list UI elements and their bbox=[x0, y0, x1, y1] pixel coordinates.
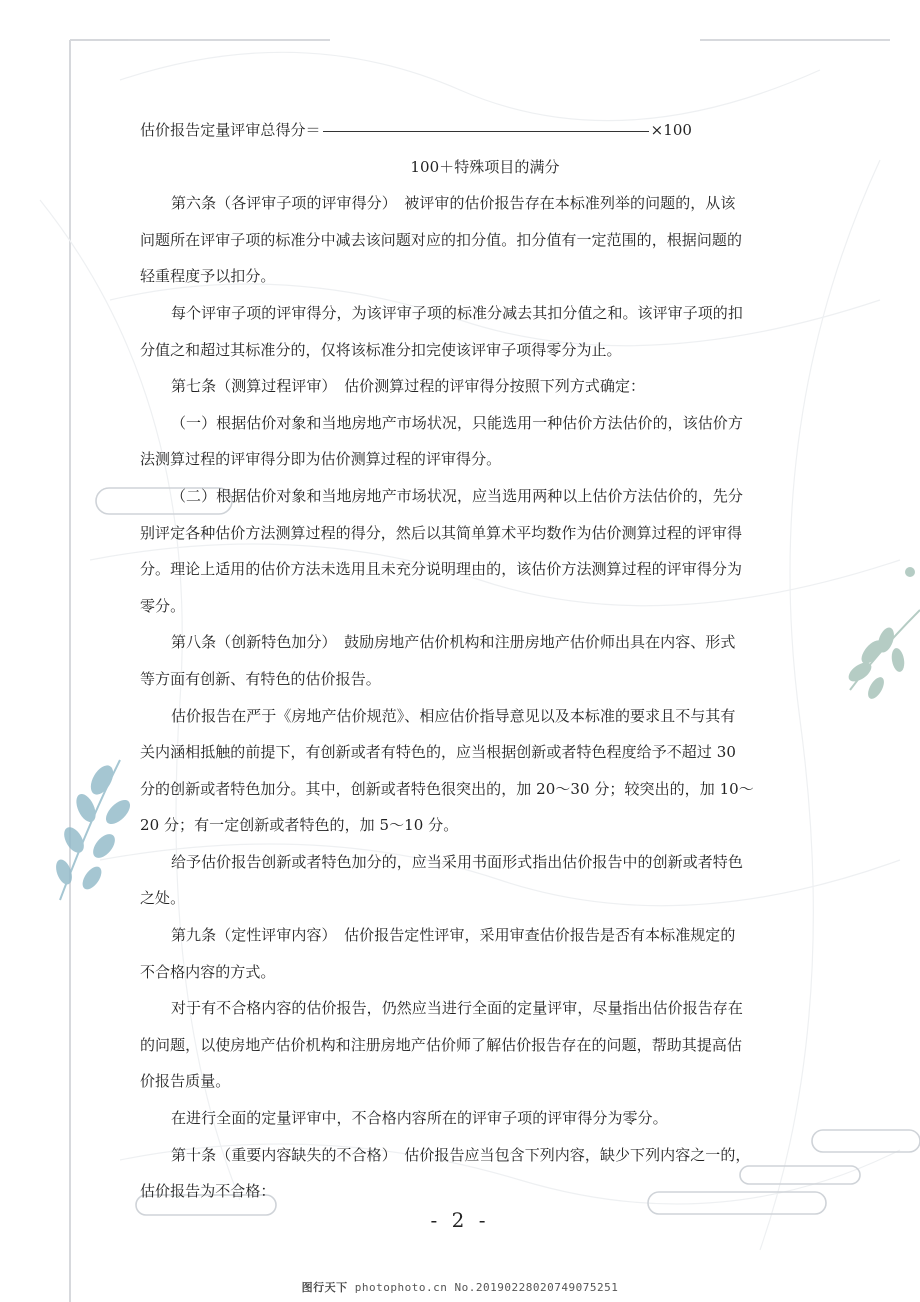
formula-lhs: 估价报告定量评审总得分＝ bbox=[140, 121, 321, 139]
paragraph-line: 每个评审子项的评审得分，为该评审子项的标准分减去其扣分值之和。该评审子项的扣 bbox=[171, 303, 743, 322]
paragraph-line: 第七条（测算过程评审） 估价测算过程的评审得分按照下列方式确定： bbox=[171, 377, 646, 396]
watermark bbox=[0, 1279, 920, 1295]
right-leaf-branch bbox=[845, 567, 920, 701]
page-number: - 2 - bbox=[430, 1208, 490, 1232]
formula-denominator: 100＋特殊项目的满分 bbox=[410, 157, 560, 176]
score-formula bbox=[140, 112, 790, 149]
paragraph-line: 分的创新或者特色加分。其中，创新或者特色很突出的，加 20～30 分；较突出的，加 10～ bbox=[140, 779, 754, 798]
paragraph-line: 第六条（各评审子项的评审得分） 被评审的估价报告存在本标准列举的问题的，从该 bbox=[171, 194, 736, 213]
paragraph-line: 的问题，以使房地产估价机构和注册房地产估价师了解估价报告存在的问题，帮助其提高估 bbox=[140, 1035, 743, 1054]
paragraph-line: 不合格内容的方式。 bbox=[140, 962, 276, 981]
paragraph-line: 给予估价报告创新或者特色加分的，应当采用书面形式指出估价报告中的创新或者特色 bbox=[171, 852, 743, 871]
paragraph-line: 第九条（定性评审内容） 估价报告定性评审，采用审查估价报告是否有本标准规定的 bbox=[171, 926, 736, 945]
paragraph-line: 第十条（重要内容缺失的不合格） 估价报告应当包含下列内容，缺少下列内容之一的， bbox=[171, 1145, 751, 1164]
paragraph-line: 零分。 bbox=[140, 596, 186, 615]
paragraph-line: 轻重程度予以扣分。 bbox=[140, 267, 276, 286]
paragraph-line: 估价报告在严于《房地产估价规范》、相应估价指导意见以及本标准的要求且不与其有 bbox=[171, 706, 736, 725]
paragraph-line: 估价报告为不合格： bbox=[140, 1182, 276, 1201]
paragraph-line: 分。理论上适用的估价方法未选用且未充分说明理由的，该估价方法测算过程的评审得分为 bbox=[140, 560, 743, 579]
fraction-bar bbox=[323, 131, 649, 132]
watermark-site: photophoto.cn bbox=[354, 1281, 448, 1294]
left-leaf-branch bbox=[53, 760, 134, 900]
paragraph-line: 第八条（创新特色加分） 鼓励房地产估价机构和注册房地产估价师出具在内容、形式 bbox=[171, 633, 736, 652]
watermark-brand: 图行天下 bbox=[301, 1281, 348, 1294]
paragraph-line: 问题所在评审子项的标准分中减去该问题对应的扣分值。扣分值有一定范围的，根据问题的 bbox=[140, 230, 743, 249]
paragraph-line: （一）根据估价对象和当地房地产市场状况，只能选用一种估价方法估价的，该估价方 bbox=[171, 413, 743, 432]
paragraph-line: 法测算过程的评审得分即为估价测算过程的评审得分。 bbox=[140, 450, 502, 469]
paragraph-line: 关内涵相抵触的前提下，有创新或者有特色的，应当根据创新或者特色程度给予不超过 30 bbox=[140, 743, 736, 762]
watermark-code: No.20190228020749075251 bbox=[454, 1281, 619, 1294]
paragraph-line: 分值之和超过其标准分的，仅将该标准分扣完使该评审子项得零分为止。 bbox=[140, 340, 622, 359]
paragraph-line: 别评定各种估价方法测算过程的得分，然后以其简单算术平均数作为估价测算过程的评审得 bbox=[140, 523, 743, 542]
paragraph-line: 对于有不合格内容的估价报告，仍然应当进行全面的定量评审，尽量指出估价报告存在 bbox=[171, 999, 743, 1018]
document-body bbox=[140, 112, 790, 1210]
paragraph-line: 价报告质量。 bbox=[140, 1072, 231, 1091]
formula-rhs: ×100 bbox=[650, 121, 693, 139]
paragraph-line: 等方面有创新、有特色的估价报告。 bbox=[140, 669, 381, 688]
paragraph-line: 在进行全面的定量评审中，不合格内容所在的评审子项的评审得分为零分。 bbox=[171, 1109, 668, 1128]
paragraph-line: 之处。 bbox=[140, 889, 186, 908]
paragraph-line: 20 分；有一定创新或者特色的，加 5～10 分。 bbox=[140, 816, 459, 835]
paragraph-line: （二）根据估价对象和当地房地产市场状况，应当选用两种以上估价方法估价的，先分 bbox=[171, 486, 743, 505]
